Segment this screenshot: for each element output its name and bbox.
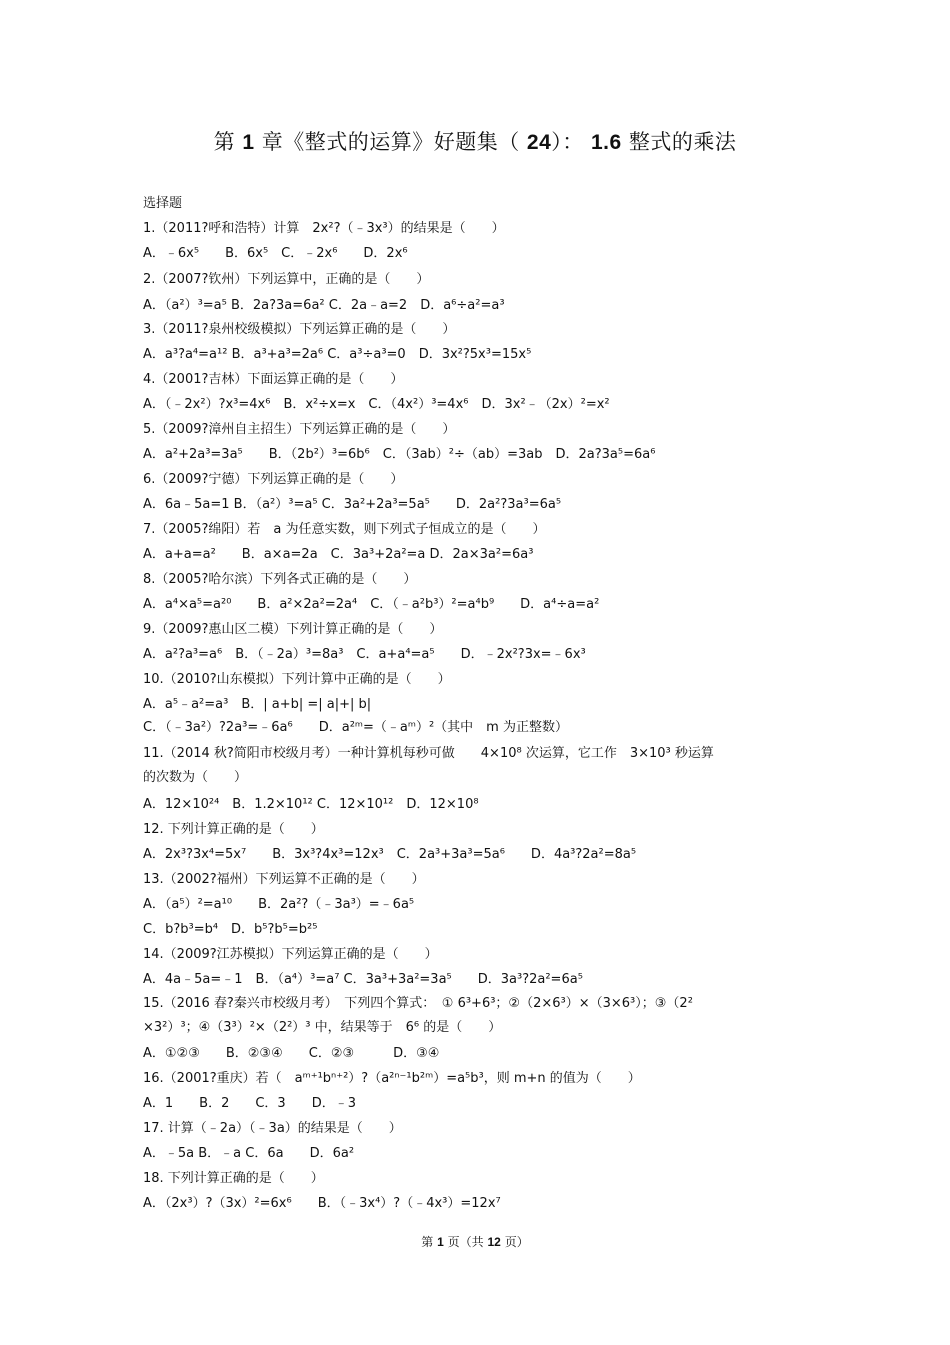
question-13: 13.（2002?福州）下列运算不正确的是（ ）: [143, 872, 425, 887]
page-footer: [0, 1233, 950, 1250]
title-chapter-num: 1: [242, 131, 255, 154]
options-18: A．（2x³）?（3x）²=6x⁶ B．（﹣3x⁴）?（﹣4x³）=12x⁷: [143, 1196, 501, 1211]
question-8: 8.（2005?哈尔滨）下列各式正确的是（ ）: [143, 572, 417, 587]
question-15-line-2: ×3²）³；④（3³）²×（2²）³ 中，结果等于 6⁶ 的是（ ）: [143, 1020, 502, 1035]
footer-page-num: 1: [437, 1235, 444, 1249]
options-17: A．﹣5a B．﹣a C．6a D．6a²: [143, 1146, 355, 1161]
question-1: 1.（2011?呼和浩特）计算 2x²?（﹣3x³）的结果是（ ）: [143, 221, 505, 236]
title-middle: 章《整式的运算》好题集（: [261, 130, 520, 154]
question-3: 3.（2011?泉州校级模拟）下列运算正确的是（ ）: [143, 322, 456, 337]
question-6: 6.（2009?宁德）下列运算正确的是（ ）: [143, 472, 404, 487]
options-4: A．（﹣2x²）?x³=4x⁶ B．x²÷x=x C．（4x²）³=4x⁶ D．3x²﹣（2x）²=x²: [143, 397, 610, 412]
footer-middle: 页（共: [447, 1235, 484, 1249]
options-7: A．a+a=a² B．a×a=2a C．3a³+2a²=a D．2a×3a²=6a³: [143, 547, 534, 562]
options-12: A．2x³?3x⁴=5x⁷ B．3x³?4x³=12x³ C．2a³+3a³=5a⁶ D．4a³?2a²=8a⁵: [143, 847, 637, 862]
question-15-line-1: 15.（2016 春?秦兴市校级月考） 下列四个算式： ① 6³+6³；②（2×6³）×（3×6³）；③（2²: [143, 996, 693, 1011]
footer-suffix: 页）: [504, 1235, 529, 1249]
question-5: 5.（2009?漳州自主招生）下列运算正确的是（ ）: [143, 422, 456, 437]
title-section-num: 1.6: [590, 131, 622, 154]
question-12: 12. 下列计算正确的是（ ）: [143, 822, 324, 837]
section-heading: 选择题: [143, 196, 183, 211]
title-prefix: 第: [213, 130, 236, 154]
question-11-line-1: 11.（2014 秋?简阳市校级月考）一种计算机每秒可做 4×10⁸ 次运算，它工作 3×10³ 秒运算: [143, 746, 714, 761]
title-sep: ）：: [551, 130, 584, 154]
question-16: 16.（2001?重庆）若（ aᵐ⁺¹bⁿ⁺²）?（a²ⁿ⁻¹b²ᵐ）=a⁵b³，则 m+n 的值为（ ）: [143, 1071, 641, 1086]
options-14: A．4a﹣5a=﹣1 B．（a⁴）³=a⁷ C．3a³+3a²=3a⁵ D．3a³?2a²=6a⁵: [143, 972, 583, 987]
options-2: A．（a²）³=a⁵ B．2a?3a=6a² C．2a﹣a=2 D．a⁶÷a²=a³: [143, 298, 505, 313]
question-18: 18. 下列计算正确的是（ ）: [143, 1171, 324, 1186]
options-16: A．1 B．2 C．3 D．﹣3: [143, 1096, 356, 1111]
options-1: A．﹣6x⁵ B．6x⁵ C．﹣2x⁶ D．2x⁶: [143, 246, 408, 261]
footer-total-pages: 12: [487, 1235, 501, 1249]
options-13-ab: A．（a⁵）²=a¹⁰ B．2a²?（﹣3a³）=﹣6a⁵: [143, 897, 415, 912]
options-6: A．6a﹣5a=1 B．（a²）³=a⁵ C．3a²+2a³=5a⁵ D．2a²?3a³=6a⁵: [143, 497, 562, 512]
question-10: 10.（2010?山东模拟）下列计算中正确的是（ ）: [143, 672, 451, 687]
options-11: A．12×10²⁴ B．1.2×10¹² C．12×10¹² D．12×10⁸: [143, 797, 479, 812]
title-set-num: 24: [526, 131, 552, 154]
question-17: 17. 计算（﹣2a）（﹣3a）的结果是（ ）: [143, 1121, 402, 1136]
question-14: 14.（2009?江苏模拟）下列运算正确的是（ ）: [143, 947, 438, 962]
options-15: A．①②③ B．②③④ C．②③ D．③④: [143, 1046, 440, 1061]
options-8: A．a⁴×a⁵=a²⁰ B．a²×2a²=2a⁴ C．（﹣a²b³）²=a⁴b⁹ D．a⁴÷a=a²: [143, 597, 600, 612]
page-title: [0, 126, 950, 156]
question-7: 7.（2005?绵阳）若 a 为任意实数，则下列式子恒成立的是（ ）: [143, 522, 546, 537]
options-13-cd: C．b?b³=b⁴ D．b⁵?b⁵=b²⁵: [143, 922, 318, 937]
options-10-ab: A．a⁵﹣a²=a³ B．| a+b| =| a|+| b|: [143, 697, 372, 712]
question-9: 9.（2009?惠山区二模）下列计算正确的是（ ）: [143, 622, 443, 637]
options-5: A．a²+2a³=3a⁵ B．（2b²）³=6b⁶ C．（3ab）²÷（ab）=3ab D．2a?3a⁵=6a⁶: [143, 447, 656, 462]
options-3: A．a³?a⁴=a¹² B．a³+a³=2a⁶ C．a³÷a³=0 D．3x²?5x³=15x⁵: [143, 347, 532, 362]
question-4: 4.（2001?吉林）下面运算正确的是（ ）: [143, 372, 404, 387]
footer-prefix: 第: [421, 1235, 434, 1249]
question-2: 2.（2007?钦州）下列运算中，正确的是（ ）: [143, 272, 430, 287]
options-10-cd: C．（﹣3a²）?2a³=﹣6a⁶ D．a²ᵐ=（﹣aᵐ）²（其中 m 为正整数）: [143, 720, 568, 735]
options-9: A．a²?a³=a⁶ B．（﹣2a）³=8a³ C．a+a⁴=a⁵ D．﹣2x²?3x=﹣6x³: [143, 647, 586, 662]
question-11-line-2: 的次数为（ ）: [143, 770, 248, 785]
title-suffix: 整式的乘法: [628, 130, 737, 154]
